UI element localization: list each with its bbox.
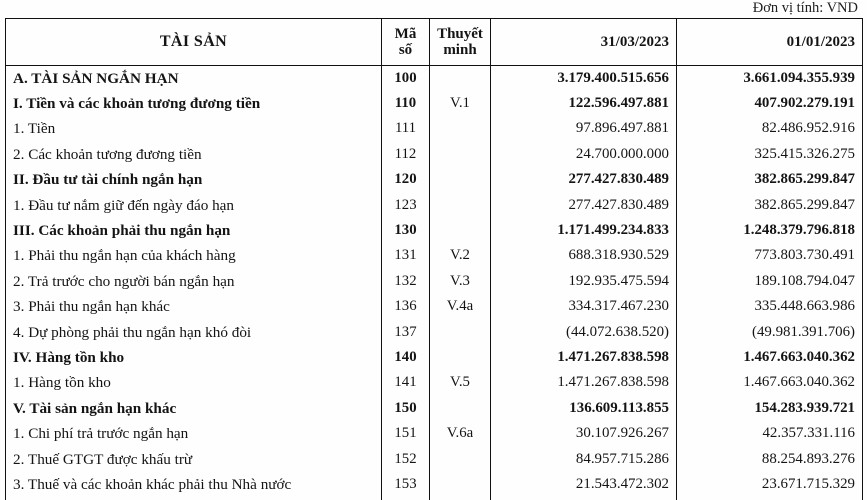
- header-code-line2: số: [398, 42, 413, 58]
- header-note: [430, 19, 491, 66]
- table-row: [6, 243, 863, 268]
- row-label: 1. Đầu tư nắm giữ đến ngày đáo hạn: [6, 192, 382, 217]
- table-body: [6, 66, 863, 500]
- balance-sheet-table: [5, 18, 863, 500]
- row-code: 111: [382, 116, 430, 141]
- row-value-previous: 1.248.379.796.818: [677, 218, 863, 243]
- row-label: 3. Phải thu ngắn hạn khác: [6, 294, 382, 319]
- row-code: 120: [382, 167, 430, 192]
- row-label: 2. Trả trước cho người bán ngắn hạn: [6, 269, 382, 294]
- row-value-current: 30.107.926.267: [491, 421, 677, 446]
- header-code: [382, 19, 430, 66]
- row-label: 2. Thuế GTGT được khấu trừ: [6, 446, 382, 471]
- row-label: 1. Tiền: [6, 116, 382, 141]
- row-label: III. Các khoản phải thu ngắn hạn: [6, 218, 382, 243]
- row-label: I. Tiền và các khoản tương đương tiền: [6, 91, 382, 116]
- header-date-current: 31/03/2023: [491, 19, 677, 66]
- header-note-line2: minh: [443, 42, 477, 58]
- row-code: 123: [382, 192, 430, 217]
- row-value-current: 122.596.497.881: [491, 91, 677, 116]
- row-value-current: 277.427.830.489: [491, 192, 677, 217]
- row-label: 1. Phải thu ngắn hạn của khách hàng: [6, 243, 382, 268]
- row-code: 137: [382, 319, 430, 344]
- table-row: [6, 345, 863, 370]
- header-row: [6, 19, 863, 66]
- row-code: 152: [382, 446, 430, 471]
- row-code: 151: [382, 421, 430, 446]
- table-row: [6, 192, 863, 217]
- row-value-previous: 325.415.326.275: [677, 142, 863, 167]
- row-note: V.4a: [430, 294, 491, 319]
- row-code: 153: [382, 472, 430, 497]
- table-row: [6, 142, 863, 167]
- table-row: [6, 218, 863, 243]
- row-note: V.6a: [430, 421, 491, 446]
- row-code: 110: [382, 91, 430, 116]
- row-value-previous: 82.486.952.916: [677, 116, 863, 141]
- row-value-previous: 42.357.331.116: [677, 421, 863, 446]
- row-note: [430, 66, 491, 91]
- row-label: 1. Chi phí trả trước ngắn hạn: [6, 421, 382, 446]
- row-value-previous: (49.981.391.706): [677, 319, 863, 344]
- row-value-current: 136.609.113.855: [491, 396, 677, 421]
- row-note: V.2: [430, 243, 491, 268]
- header-assets: TÀI SẢN: [6, 19, 382, 66]
- row-code: 141: [382, 370, 430, 395]
- row-code: 131: [382, 243, 430, 268]
- row-note: [430, 116, 491, 141]
- table-header: [6, 19, 863, 66]
- row-value-previous: 407.902.279.191: [677, 91, 863, 116]
- row-value-current: 84.957.715.286: [491, 446, 677, 471]
- row-label: 3. Thuế và các khoản khác phải thu Nhà nước: [6, 472, 382, 497]
- table-row: [6, 370, 863, 395]
- row-note: V.3: [430, 269, 491, 294]
- row-code: 112: [382, 142, 430, 167]
- row-value-current: 24.700.000.000: [491, 142, 677, 167]
- row-value-previous: 1.467.663.040.362: [677, 370, 863, 395]
- row-note: [430, 472, 491, 497]
- row-value-current: 277.427.830.489: [491, 167, 677, 192]
- row-note: [430, 167, 491, 192]
- header-date-previous: 01/01/2023: [677, 19, 863, 66]
- row-label: II. Đầu tư tài chính ngắn hạn: [6, 167, 382, 192]
- row-note: V.1: [430, 91, 491, 116]
- row-value-previous: 382.865.299.847: [677, 167, 863, 192]
- table-row: [6, 319, 863, 344]
- unit-caption: Đơn vị tính: VND: [752, 0, 858, 16]
- row-note: V.5: [430, 370, 491, 395]
- row-label: A. TÀI SẢN NGẮN HẠN: [6, 66, 382, 91]
- row-value-previous: 335.448.663.986: [677, 294, 863, 319]
- row-note: [430, 319, 491, 344]
- row-value-current: 3.179.400.515.656: [491, 66, 677, 91]
- row-value-current: 1.471.267.838.598: [491, 370, 677, 395]
- table-row: [6, 396, 863, 421]
- row-code: 150: [382, 396, 430, 421]
- row-value-current: 1.471.267.838.598: [491, 345, 677, 370]
- row-label: 4. Dự phòng phải thu ngắn hạn khó đòi: [6, 319, 382, 344]
- table-row: [6, 294, 863, 319]
- row-value-previous: 154.283.939.721: [677, 396, 863, 421]
- row-value-current: 21.543.472.302: [491, 472, 677, 497]
- row-value-previous: 1.467.663.040.362: [677, 345, 863, 370]
- row-value-current: 334.317.467.230: [491, 294, 677, 319]
- row-value-current: 192.935.475.594: [491, 269, 677, 294]
- table-row: [6, 472, 863, 497]
- table-row: [6, 421, 863, 446]
- row-label: IV. Hàng tồn kho: [6, 345, 382, 370]
- row-note: [430, 345, 491, 370]
- row-value-previous: 382.865.299.847: [677, 192, 863, 217]
- row-value-current: 1.171.499.234.833: [491, 218, 677, 243]
- row-note: [430, 396, 491, 421]
- header-note-line1: Thuyết: [437, 25, 483, 42]
- row-value-current: 97.896.497.881: [491, 116, 677, 141]
- row-code: 132: [382, 269, 430, 294]
- row-code: 136: [382, 294, 430, 319]
- row-value-previous: 88.254.893.276: [677, 446, 863, 471]
- table-row: [6, 91, 863, 116]
- row-code: 130: [382, 218, 430, 243]
- table-row: [6, 116, 863, 141]
- row-label: 1. Hàng tồn kho: [6, 370, 382, 395]
- table-row: [6, 269, 863, 294]
- row-value-previous: 23.671.715.329: [677, 472, 863, 497]
- row-value-current: 688.318.930.529: [491, 243, 677, 268]
- row-value-previous: 773.803.730.491: [677, 243, 863, 268]
- row-code: 100: [382, 66, 430, 91]
- row-note: [430, 446, 491, 471]
- table-row: [6, 446, 863, 471]
- row-note: [430, 142, 491, 167]
- row-code: 140: [382, 345, 430, 370]
- row-value-previous: 189.108.794.047: [677, 269, 863, 294]
- table-row: [6, 66, 863, 91]
- row-value-current: (44.072.638.520): [491, 319, 677, 344]
- header-code-line1: Mã: [394, 25, 417, 42]
- row-value-previous: 3.661.094.355.939: [677, 66, 863, 91]
- row-note: [430, 192, 491, 217]
- row-label: 2. Các khoản tương đương tiền: [6, 142, 382, 167]
- row-note: [430, 218, 491, 243]
- table-row: [6, 167, 863, 192]
- row-label: V. Tài sản ngắn hạn khác: [6, 396, 382, 421]
